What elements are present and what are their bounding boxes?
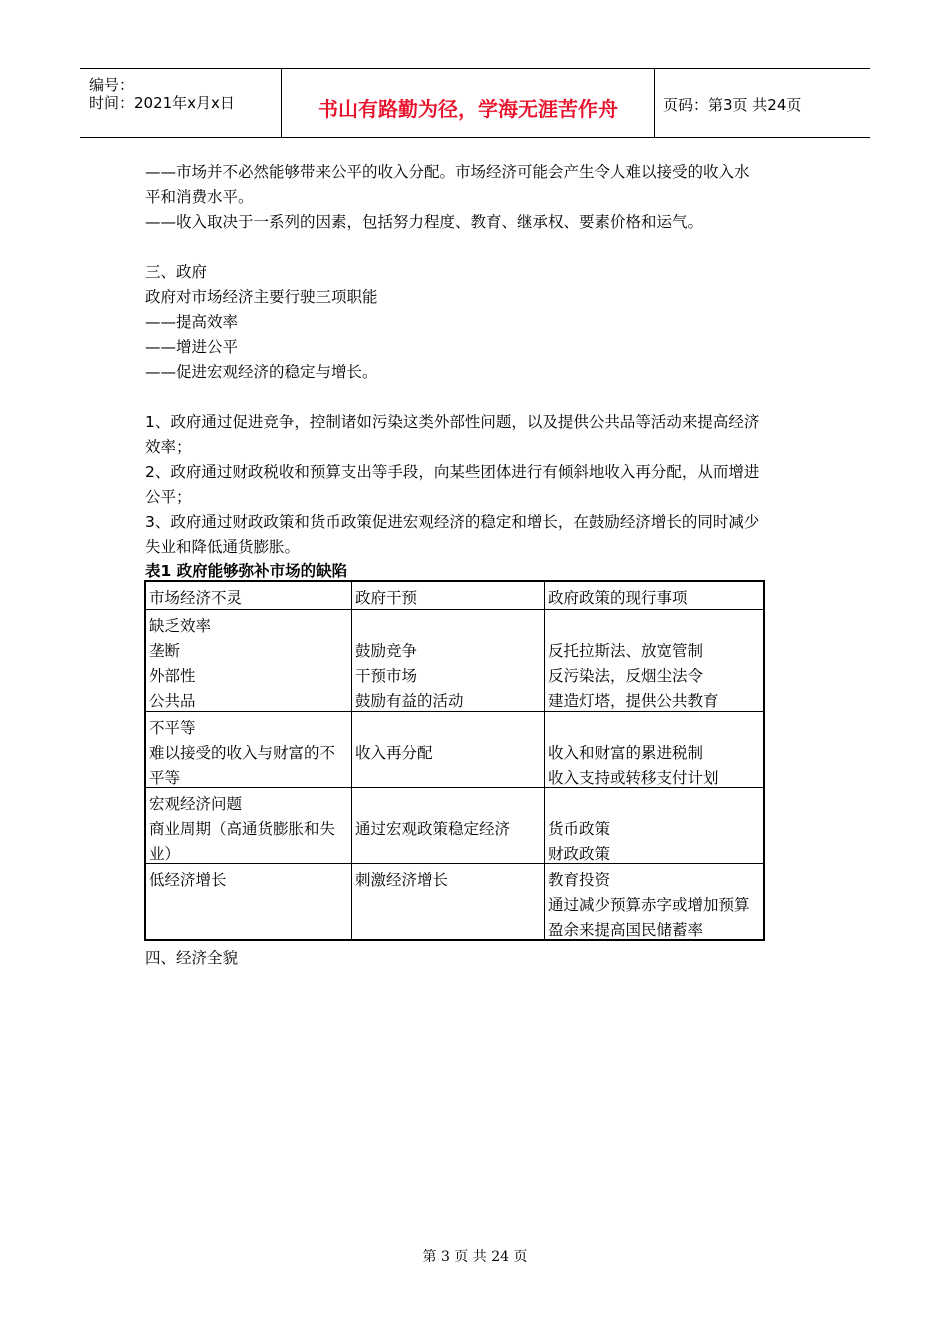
header-motto: 书山有路勤为径，学海无涯苦作舟 [318,97,618,121]
table-column-divider [544,582,545,939]
header-info-cell [80,69,282,137]
table-header-cell: 政府干预 [355,589,418,607]
table-cell: 外部性 [149,667,196,685]
table-column-divider [351,582,352,939]
table-cell: 商业周期（高通货膨胀和失 [149,820,336,838]
table-cell: 缺乏效率 [149,617,212,635]
table-cell: 反托拉斯法、放宽管制 [548,642,704,660]
table-cell: 通过宏观政策稳定经济 [355,820,511,838]
table-cell: 教育投资 [548,871,611,889]
table-cell: 干预市场 [355,667,418,685]
paragraph-line: ——提高效率 [145,313,239,331]
section-heading: 四、经济全貌 [145,949,239,967]
table-caption: 表1 政府能够弥补市场的缺陷 [145,562,348,580]
table-row-divider [146,863,763,864]
policy-table [144,580,765,941]
table-cell: 财政政策 [548,845,611,863]
paragraph-line: 2、政府通过财政税收和预算支出等手段，向某些团体进行有倾斜地收入再分配，从而增进 [145,463,760,481]
table-cell: 鼓励有益的活动 [355,692,464,710]
paragraph-line: 效率； [145,438,192,456]
document-date-label: 时间：2021年x月x日 [89,94,235,112]
paragraph-line: 3、政府通过财政政策和货币政策促进宏观经济的稳定和增长，在鼓励经济增长的同时减少 [145,513,760,531]
table-cell: 低经济增长 [149,871,227,889]
table-cell: 业） [149,845,181,863]
table-header-cell: 市场经济不灵 [149,589,243,607]
header-page-cell [655,69,870,137]
table-cell: 反污染法，反烟尘法令 [548,667,704,685]
table-cell: 垄断 [149,642,181,660]
table-cell: 收入再分配 [355,744,433,762]
paragraph-line: 平和消费水平。 [145,188,254,206]
page-header [80,68,870,138]
header-motto-cell [282,69,655,137]
header-page-number: 页码：第3页 共24页 [663,96,802,114]
table-row-divider [146,711,763,712]
table-cell: 收入和财富的累进税制 [548,744,704,762]
paragraph-line: ——增进公平 [145,338,239,356]
section-heading: 三、政府 [145,263,208,281]
paragraph-line: ——市场并不必然能够带来公平的收入分配。市场经济可能会产生令人难以接受的收入水 [145,163,750,181]
paragraph-line: 政府对市场经济主要行驶三项职能 [145,288,378,306]
table-header-cell: 政府政策的现行事项 [548,589,688,607]
table-cell: 宏观经济问题 [149,795,243,813]
table-cell: 通过减少预算赤字或增加预算 [548,896,750,914]
document-number-label: 编号： [89,76,135,94]
table-cell: 刺激经济增长 [355,871,449,889]
table-cell: 不平等 [149,719,196,737]
paragraph-line: 1、政府通过促进竞争，控制诸如污染这类外部性问题，以及提供公共品等活动来提高经济 [145,413,760,431]
page-footer: 第 3 页 共 24 页 [422,1249,528,1265]
table-cell: 盈余来提高国民储蓄率 [548,921,704,939]
table-cell: 公共品 [149,692,196,710]
paragraph-line: ——促进宏观经济的稳定与增长。 [145,363,378,381]
table-cell: 难以接受的收入与财富的不 [149,744,336,762]
paragraph-line: 公平； [145,488,192,506]
paragraph-line: ——收入取决于一系列的因素，包括努力程度、教育、继承权、要素价格和运气。 [145,213,704,231]
table-cell: 货币政策 [548,820,611,838]
table-cell: 平等 [149,769,181,787]
table-row-divider [146,609,763,610]
table-cell: 鼓励竞争 [355,642,418,660]
paragraph-line: 失业和降低通货膨胀。 [145,538,301,556]
table-cell: 收入支持或转移支付计划 [548,769,719,787]
table-cell: 建造灯塔，提供公共教育 [548,692,719,710]
